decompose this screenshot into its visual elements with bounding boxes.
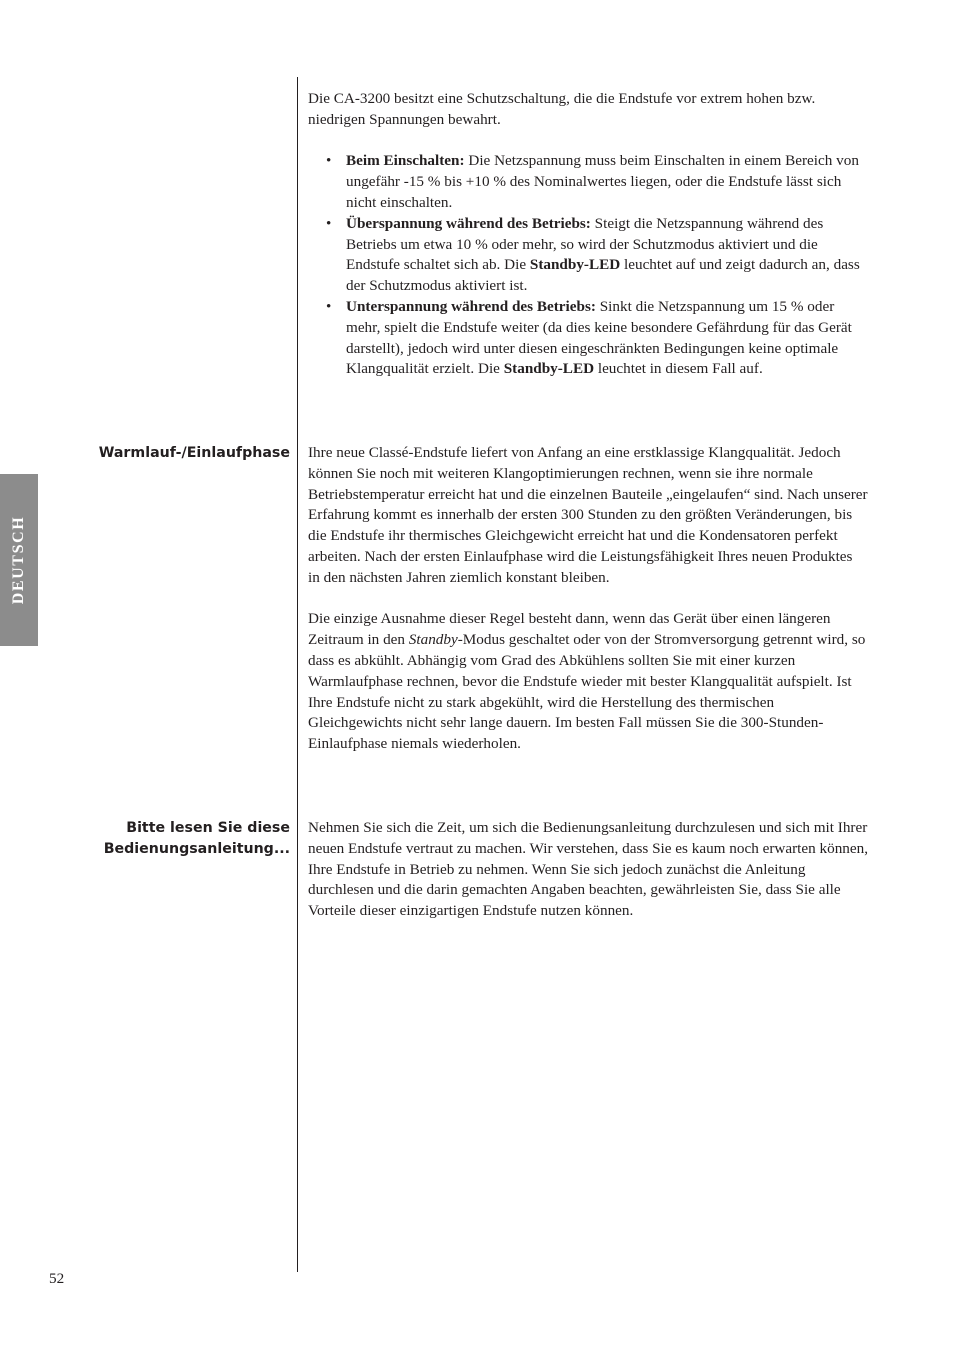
protection-intro: Die CA-3200 besitzt eine Schutzschaltung, die die Endstufe vor extrem hohen bzw. niedrigen Spannungen bewahrt. — [308, 90, 816, 128]
bullet-text-secondary: leuchtet in diesem Fall auf. — [594, 360, 763, 378]
bullet-text: Steigt die Netzspannung während des Betriebs um etwa 10 % oder mehr, so wird der Schutzmodus aktiviert und die Endstufe schaltet sich ab. Die — [346, 214, 824, 274]
language-tab-label: DEUTSCH — [10, 515, 27, 605]
bullet-term: Unterspannung während des Betriebs: — [346, 297, 596, 315]
protection-section — [308, 89, 868, 380]
bullet-term: Beim Einschalten: — [346, 152, 465, 170]
bullet-icon: • — [326, 297, 332, 315]
standby-term: Standby — [408, 631, 458, 649]
list-item — [308, 297, 868, 380]
protection-list — [308, 151, 868, 380]
bullet-term: Überspannung während des Betriebs: — [346, 214, 591, 232]
bullet-term-secondary: Standby-LED — [529, 256, 621, 274]
manual-heading-line-1: Bitte lesen Sie diese — [126, 820, 290, 836]
page-number: 52 — [49, 1270, 65, 1287]
column-divider — [297, 77, 298, 1272]
list-item — [308, 151, 868, 213]
warmup-paragraph-2-end: -Modus geschaltet oder von der Stromversorgung getrennt wird, so dass es abkühlt. Abhängig vom Grad des Abkühlens sollten Sie mit einer kurzen Warmlaufphase rechnen, bevor die Endstufe wieder mit bester Klangqualität aufspielt. Ist Ihre Endstufe nicht zu stark abgekühlt, wird die Herstellung des thermischen Gleichgewichts nicht sehr lange dauern. Im besten Fall müssen Sie die 300-Stunden-Einlaufphase niemals wiederholen. — [308, 631, 866, 753]
manual-section — [308, 818, 868, 922]
warmup-section — [308, 443, 868, 755]
bullet-text: Die Netzspannung muss beim Einschalten in einem Bereich von ungefähr -15 % bis +10 % des Nominalwertes liegen, oder die Endstufe lässt sich nicht einschalten. — [346, 152, 859, 211]
list-item — [308, 214, 868, 297]
bullet-icon: • — [326, 152, 332, 170]
bullet-text-secondary: leuchtet auf und zeigt dadurch an, dass der Schutzmodus aktiviert ist. — [346, 256, 860, 295]
manual-heading-line-2: Bedienungsanleitung... — [103, 840, 290, 857]
manual-heading — [104, 818, 290, 860]
warmup-heading: Warmlauf-/Einlaufphase — [98, 445, 290, 461]
language-tab — [0, 474, 38, 646]
manual-paragraph: Nehmen Sie sich die Zeit, um sich die Bedienungsanleitung durchzulesen und sich mit Ihrer neuen Endstufe vertraut zu machen. Wir verstehen, dass Sie es kaum noch erwarten können, Ihre Endstufe in Betrieb zu nehmen. Wenn Sie sich jedoch zunächst die Anleitung durchlesen und die darin gemachten Angaben beachten, gewährleisten Sie, dass Sie alle Vorteile dieser einzigartigen Endstufe nutzen können. — [308, 819, 869, 920]
warmup-paragraph-1: Ihre neue Classé-Endstufe liefert von Anfang an eine erstklassige Klangqualität. Jedoch können Sie noch mit weiteren Klangoptimierungen rechnen, wenn sie ihre normale Betriebstemperatur erreicht hat und die einzelnen Bauteile „eingelaufen“ sind. Nach unserer Erfahrung kommt es innerhalb der ersten 300 Stunden zu den größten Veränderungen, bis die Endstufe ihr thermisches Gleichgewicht erreicht hat und die Kondensatoren perfekt arbeiten. Nach der ersten Einlaufphase wird die Leistungsfähigkeit Ihres neuen Produktes in den nächsten Jahren ziemlich konstant bleiben. — [308, 444, 868, 586]
warmup-paragraph-2-start: Die einzige Ausnahme dieser Regel besteht dann, wenn das Gerät über einen längeren Zeitraum in den — [308, 610, 831, 649]
bullet-term-secondary: Standby-LED — [503, 360, 595, 378]
bullet-icon: • — [326, 214, 332, 232]
bullet-text: Sinkt die Netzspannung um 15 % oder mehr, spielt die Endstufe weiter (da dies keine besondere Gefährdung für das Gerät darstellt), jedoch wird unter diesen eingeschränkten Bedingungen keine optimale Klangqualität erzielt. Die — [346, 297, 852, 378]
warmup-paragraph-2 — [308, 609, 868, 755]
